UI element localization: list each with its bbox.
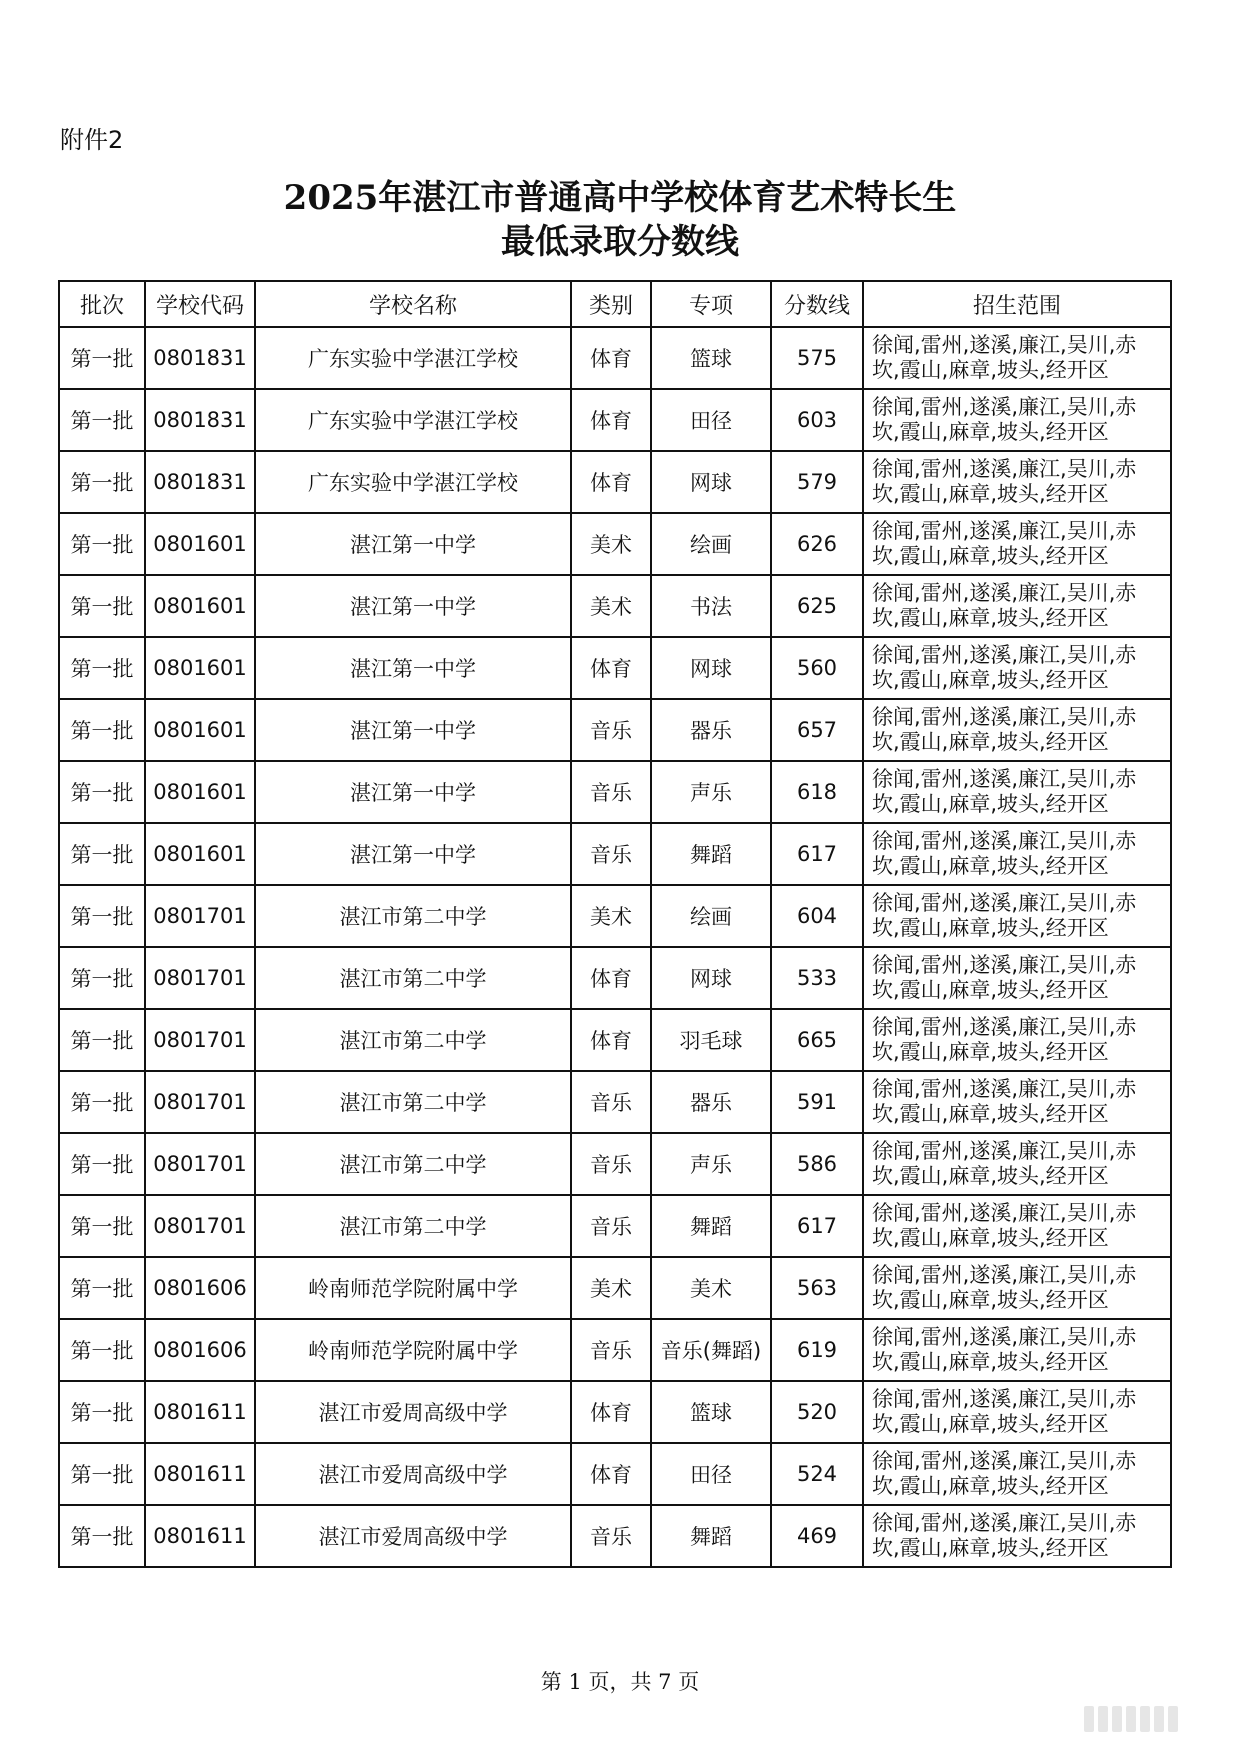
cell-category: 美术 (571, 575, 651, 637)
cell-enrollment-area (863, 327, 1171, 389)
cell-school-name: 广东实验中学湛江学校 (255, 389, 571, 451)
cell-batch: 第一批 (59, 1381, 145, 1443)
area-line: 坎,霞山,麻章,坡头,经开区 (872, 792, 1109, 816)
cell-category: 体育 (571, 1443, 651, 1505)
cell-school-name: 湛江市爱周高级中学 (255, 1443, 571, 1505)
cell-school-name: 岭南师范学院附属中学 (255, 1319, 571, 1381)
cell-specialty: 绘画 (651, 513, 771, 575)
cell-batch: 第一批 (59, 947, 145, 1009)
cell-specialty: 网球 (651, 451, 771, 513)
cell-school-code: 0801701 (145, 885, 255, 947)
cell-school-name: 岭南师范学院附属中学 (255, 1257, 571, 1319)
area-line: 徐闻,雷州,遂溪,廉江,吴川,赤 (872, 1201, 1137, 1225)
cell-specialty: 田径 (651, 389, 771, 451)
cell-school-code: 0801606 (145, 1257, 255, 1319)
cell-category: 音乐 (571, 761, 651, 823)
area-line: 徐闻,雷州,遂溪,廉江,吴川,赤 (872, 395, 1137, 419)
area-line: 徐闻,雷州,遂溪,廉江,吴川,赤 (872, 953, 1137, 977)
area-line: 坎,霞山,麻章,坡头,经开区 (872, 358, 1109, 382)
cell-enrollment-area (863, 761, 1171, 823)
cell-school-code: 0801831 (145, 451, 255, 513)
table-row (59, 1319, 1171, 1381)
cell-category: 音乐 (571, 1071, 651, 1133)
cell-category: 音乐 (571, 823, 651, 885)
cell-score: 579 (771, 451, 863, 513)
cell-specialty: 舞蹈 (651, 1505, 771, 1567)
cell-specialty: 器乐 (651, 1071, 771, 1133)
cell-school-name: 湛江市第二中学 (255, 1009, 571, 1071)
cell-category: 体育 (571, 1381, 651, 1443)
cell-batch: 第一批 (59, 1071, 145, 1133)
area-line: 徐闻,雷州,遂溪,廉江,吴川,赤 (872, 1449, 1137, 1473)
cell-category: 体育 (571, 451, 651, 513)
area-line: 徐闻,雷州,遂溪,廉江,吴川,赤 (872, 767, 1137, 791)
cell-school-name: 湛江第一中学 (255, 761, 571, 823)
cell-school-code: 0801601 (145, 637, 255, 699)
cell-school-code: 0801701 (145, 1009, 255, 1071)
cell-enrollment-area (863, 1505, 1171, 1567)
cell-category: 体育 (571, 1009, 651, 1071)
cell-category: 美术 (571, 513, 651, 575)
cell-score: 617 (771, 823, 863, 885)
cell-enrollment-area (863, 699, 1171, 761)
cell-enrollment-area (863, 1319, 1171, 1381)
cell-category: 美术 (571, 1257, 651, 1319)
area-line: 徐闻,雷州,遂溪,廉江,吴川,赤 (872, 829, 1137, 853)
table-row (59, 1133, 1171, 1195)
cell-score: 586 (771, 1133, 863, 1195)
cell-specialty: 篮球 (651, 1381, 771, 1443)
table-row (59, 451, 1171, 513)
area-line: 坎,霞山,麻章,坡头,经开区 (872, 420, 1109, 444)
table-row (59, 1195, 1171, 1257)
cell-category: 体育 (571, 327, 651, 389)
cell-batch: 第一批 (59, 699, 145, 761)
cell-batch: 第一批 (59, 1319, 145, 1381)
cell-score: 603 (771, 389, 863, 451)
cell-school-name: 湛江市爱周高级中学 (255, 1505, 571, 1567)
area-line: 徐闻,雷州,遂溪,廉江,吴川,赤 (872, 519, 1137, 543)
cell-specialty: 网球 (651, 637, 771, 699)
cell-specialty: 美术 (651, 1257, 771, 1319)
area-line: 坎,霞山,麻章,坡头,经开区 (872, 1040, 1109, 1064)
cell-specialty: 羽毛球 (651, 1009, 771, 1071)
area-line: 坎,霞山,麻章,坡头,经开区 (872, 854, 1109, 878)
table-row (59, 761, 1171, 823)
area-line: 坎,霞山,麻章,坡头,经开区 (872, 1226, 1109, 1250)
cell-category: 体育 (571, 637, 651, 699)
cell-specialty: 田径 (651, 1443, 771, 1505)
table-body (59, 327, 1171, 1567)
cell-school-name: 湛江第一中学 (255, 513, 571, 575)
area-line: 坎,霞山,麻章,坡头,经开区 (872, 482, 1109, 506)
document-title: 2025年湛江市普通高中学校体育艺术特长生 (283, 178, 957, 218)
cell-enrollment-area (863, 1195, 1171, 1257)
cell-school-code: 0801701 (145, 1133, 255, 1195)
header-enrollment-area: 招生范围 (863, 281, 1171, 327)
cell-score: 657 (771, 699, 863, 761)
header-specialty: 专项 (651, 281, 771, 327)
cell-school-code: 0801611 (145, 1505, 255, 1567)
area-line: 坎,霞山,麻章,坡头,经开区 (872, 1536, 1109, 1560)
cell-score: 469 (771, 1505, 863, 1567)
cell-score: 520 (771, 1381, 863, 1443)
cell-enrollment-area (863, 947, 1171, 1009)
cell-score: 533 (771, 947, 863, 1009)
table-row (59, 575, 1171, 637)
cell-enrollment-area (863, 1443, 1171, 1505)
area-line: 徐闻,雷州,遂溪,廉江,吴川,赤 (872, 333, 1137, 357)
page-number: 第 1 页，共 7 页 (540, 1670, 700, 1694)
area-line: 徐闻,雷州,遂溪,廉江,吴川,赤 (872, 457, 1137, 481)
area-line: 坎,霞山,麻章,坡头,经开区 (872, 916, 1109, 940)
cell-score: 619 (771, 1319, 863, 1381)
cell-batch: 第一批 (59, 637, 145, 699)
cell-enrollment-area (863, 575, 1171, 637)
header-school-code: 学校代码 (145, 281, 255, 327)
cell-school-code: 0801606 (145, 1319, 255, 1381)
cell-batch: 第一批 (59, 1133, 145, 1195)
table-row (59, 1443, 1171, 1505)
cell-school-name: 湛江第一中学 (255, 699, 571, 761)
header-score: 分数线 (771, 281, 863, 327)
cell-school-name: 湛江市第二中学 (255, 1195, 571, 1257)
cell-category: 美术 (571, 885, 651, 947)
attachment-label: 附件2 (60, 126, 124, 154)
cell-school-code: 0801611 (145, 1381, 255, 1443)
cell-enrollment-area (863, 885, 1171, 947)
area-line: 坎,霞山,麻章,坡头,经开区 (872, 1350, 1109, 1374)
area-line: 坎,霞山,麻章,坡头,经开区 (872, 1474, 1109, 1498)
cell-school-code: 0801701 (145, 1071, 255, 1133)
cell-batch: 第一批 (59, 451, 145, 513)
cell-score: 563 (771, 1257, 863, 1319)
watermark-icon (1084, 1706, 1204, 1734)
cell-enrollment-area (863, 1133, 1171, 1195)
cell-school-name: 广东实验中学湛江学校 (255, 327, 571, 389)
cell-specialty: 音乐(舞蹈) (651, 1319, 771, 1381)
cell-batch: 第一批 (59, 1195, 145, 1257)
area-line: 坎,霞山,麻章,坡头,经开区 (872, 1412, 1109, 1436)
table-row (59, 513, 1171, 575)
table-row (59, 327, 1171, 389)
cell-school-name: 湛江第一中学 (255, 575, 571, 637)
cell-enrollment-area (863, 1009, 1171, 1071)
table-row (59, 1257, 1171, 1319)
area-line: 徐闻,雷州,遂溪,廉江,吴川,赤 (872, 1077, 1137, 1101)
cell-category: 音乐 (571, 1195, 651, 1257)
cell-enrollment-area (863, 513, 1171, 575)
cell-specialty: 绘画 (651, 885, 771, 947)
cell-enrollment-area (863, 389, 1171, 451)
area-line: 坎,霞山,麻章,坡头,经开区 (872, 668, 1109, 692)
cell-school-code: 0801831 (145, 327, 255, 389)
area-line: 坎,霞山,麻章,坡头,经开区 (872, 730, 1109, 754)
area-line: 徐闻,雷州,遂溪,廉江,吴川,赤 (872, 1263, 1137, 1287)
area-line: 徐闻,雷州,遂溪,廉江,吴川,赤 (872, 1015, 1137, 1039)
score-table (58, 280, 1172, 1568)
cell-school-code: 0801601 (145, 823, 255, 885)
cell-specialty: 网球 (651, 947, 771, 1009)
cell-school-name: 湛江市爱周高级中学 (255, 1381, 571, 1443)
area-line: 坎,霞山,麻章,坡头,经开区 (872, 1288, 1109, 1312)
area-line: 徐闻,雷州,遂溪,廉江,吴川,赤 (872, 1511, 1137, 1535)
cell-specialty: 器乐 (651, 699, 771, 761)
cell-batch: 第一批 (59, 1257, 145, 1319)
document-subtitle: 最低录取分数线 (501, 222, 739, 262)
cell-category: 体育 (571, 389, 651, 451)
cell-school-code: 0801601 (145, 513, 255, 575)
header-batch: 批次 (59, 281, 145, 327)
cell-specialty: 舞蹈 (651, 1195, 771, 1257)
area-line: 徐闻,雷州,遂溪,廉江,吴川,赤 (872, 1325, 1137, 1349)
cell-school-code: 0801601 (145, 575, 255, 637)
header-category: 类别 (571, 281, 651, 327)
cell-school-code: 0801601 (145, 761, 255, 823)
cell-category: 音乐 (571, 1505, 651, 1567)
area-line: 徐闻,雷州,遂溪,廉江,吴川,赤 (872, 1139, 1137, 1163)
cell-specialty: 声乐 (651, 761, 771, 823)
cell-category: 体育 (571, 947, 651, 1009)
cell-score: 591 (771, 1071, 863, 1133)
table-row (59, 1071, 1171, 1133)
cell-school-name: 湛江市第二中学 (255, 1071, 571, 1133)
cell-school-code: 0801701 (145, 947, 255, 1009)
cell-enrollment-area (863, 1257, 1171, 1319)
cell-school-name: 湛江市第二中学 (255, 885, 571, 947)
cell-school-name: 湛江市第二中学 (255, 947, 571, 1009)
cell-school-code: 0801611 (145, 1443, 255, 1505)
cell-batch: 第一批 (59, 575, 145, 637)
cell-batch: 第一批 (59, 885, 145, 947)
area-line: 徐闻,雷州,遂溪,廉江,吴川,赤 (872, 705, 1137, 729)
cell-score: 524 (771, 1443, 863, 1505)
cell-enrollment-area (863, 823, 1171, 885)
table-row (59, 947, 1171, 1009)
table-row (59, 389, 1171, 451)
cell-category: 音乐 (571, 1319, 651, 1381)
table-row (59, 1009, 1171, 1071)
cell-score: 575 (771, 327, 863, 389)
cell-batch: 第一批 (59, 823, 145, 885)
cell-specialty: 篮球 (651, 327, 771, 389)
cell-school-code: 0801701 (145, 1195, 255, 1257)
cell-batch: 第一批 (59, 513, 145, 575)
cell-school-name: 湛江第一中学 (255, 823, 571, 885)
cell-school-code: 0801601 (145, 699, 255, 761)
header-school-name: 学校名称 (255, 281, 571, 327)
cell-enrollment-area (863, 1381, 1171, 1443)
cell-score: 560 (771, 637, 863, 699)
cell-score: 665 (771, 1009, 863, 1071)
cell-score: 604 (771, 885, 863, 947)
cell-batch: 第一批 (59, 327, 145, 389)
cell-score: 618 (771, 761, 863, 823)
area-line: 坎,霞山,麻章,坡头,经开区 (872, 606, 1109, 630)
cell-specialty: 舞蹈 (651, 823, 771, 885)
area-line: 徐闻,雷州,遂溪,廉江,吴川,赤 (872, 643, 1137, 667)
cell-category: 音乐 (571, 1133, 651, 1195)
area-line: 徐闻,雷州,遂溪,廉江,吴川,赤 (872, 1387, 1137, 1411)
cell-school-name: 湛江市第二中学 (255, 1133, 571, 1195)
cell-score: 626 (771, 513, 863, 575)
cell-batch: 第一批 (59, 1505, 145, 1567)
cell-enrollment-area (863, 1071, 1171, 1133)
table-row (59, 885, 1171, 947)
cell-score: 625 (771, 575, 863, 637)
cell-score: 617 (771, 1195, 863, 1257)
table-row (59, 823, 1171, 885)
cell-school-name: 湛江第一中学 (255, 637, 571, 699)
cell-enrollment-area (863, 637, 1171, 699)
cell-school-code: 0801831 (145, 389, 255, 451)
area-line: 坎,霞山,麻章,坡头,经开区 (872, 978, 1109, 1002)
cell-specialty: 声乐 (651, 1133, 771, 1195)
cell-batch: 第一批 (59, 1443, 145, 1505)
table-row (59, 699, 1171, 761)
area-line: 坎,霞山,麻章,坡头,经开区 (872, 1164, 1109, 1188)
cell-batch: 第一批 (59, 761, 145, 823)
cell-batch: 第一批 (59, 1009, 145, 1071)
cell-enrollment-area (863, 451, 1171, 513)
table-row (59, 1505, 1171, 1567)
cell-batch: 第一批 (59, 389, 145, 451)
cell-category: 音乐 (571, 699, 651, 761)
table-row (59, 637, 1171, 699)
area-line: 坎,霞山,麻章,坡头,经开区 (872, 544, 1109, 568)
table-header-row (59, 281, 1171, 327)
cell-school-name: 广东实验中学湛江学校 (255, 451, 571, 513)
cell-specialty: 书法 (651, 575, 771, 637)
area-line: 徐闻,雷州,遂溪,廉江,吴川,赤 (872, 581, 1137, 605)
area-line: 坎,霞山,麻章,坡头,经开区 (872, 1102, 1109, 1126)
table-row (59, 1381, 1171, 1443)
area-line: 徐闻,雷州,遂溪,廉江,吴川,赤 (872, 891, 1137, 915)
